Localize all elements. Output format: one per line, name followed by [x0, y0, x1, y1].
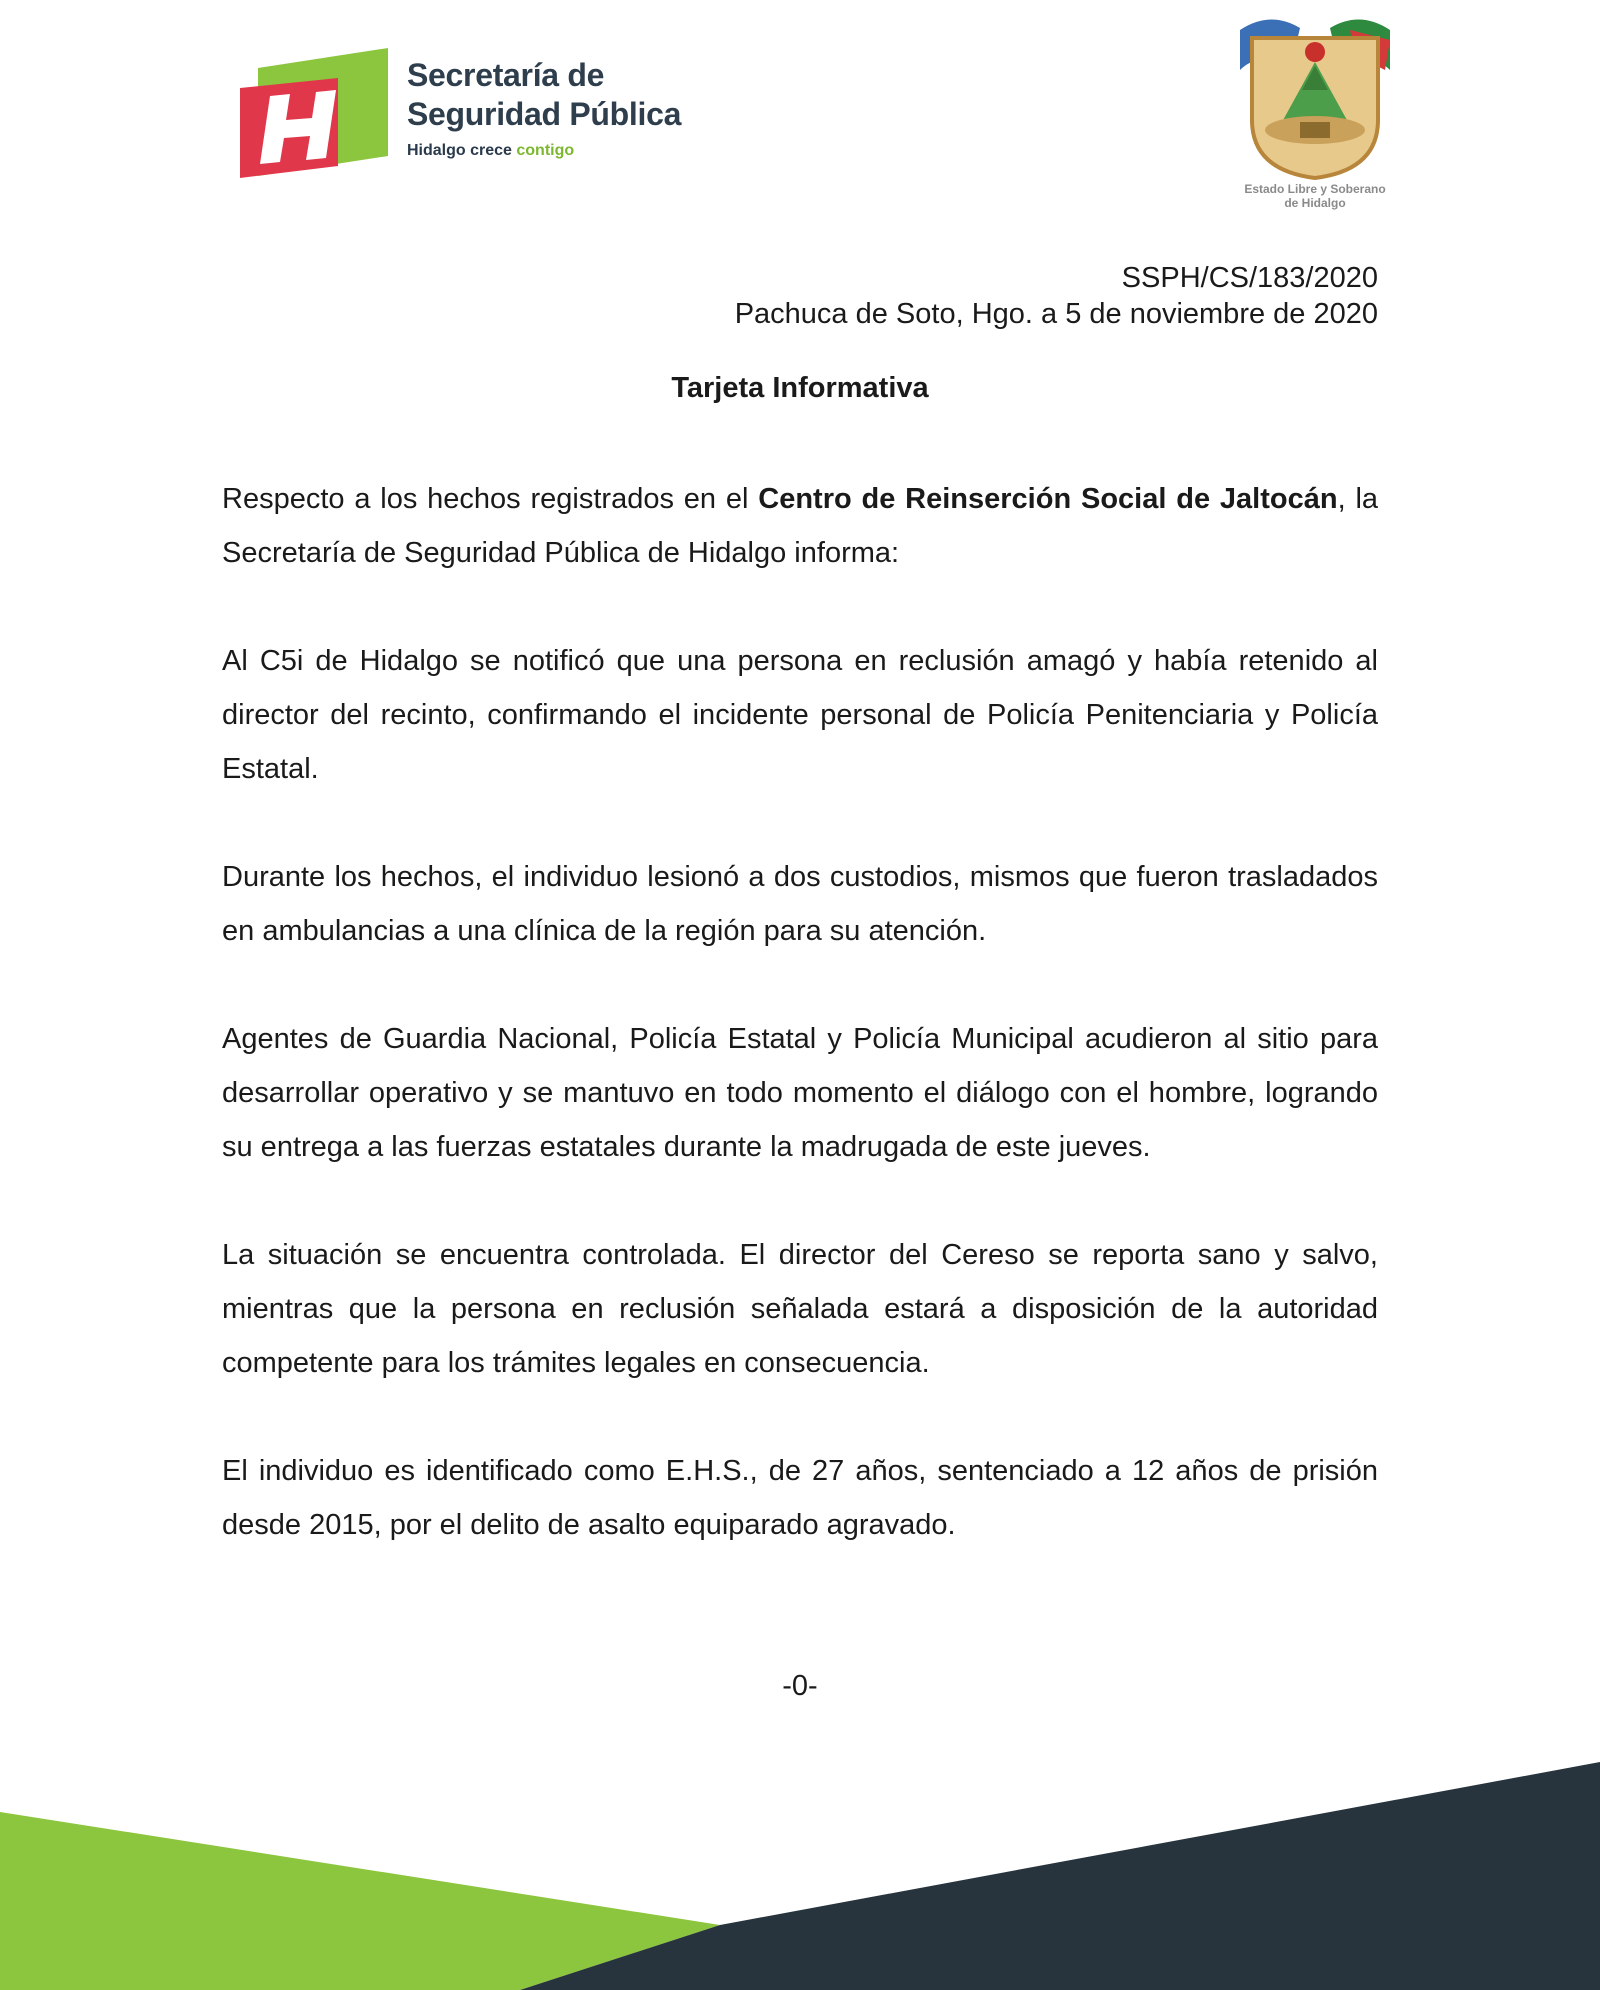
document-body: [222, 472, 1378, 1606]
paragraph-1-rest: , la Secretaría de Seguridad Pública de Hidalgo informa:: [222, 483, 1379, 569]
end-mark: -0-: [782, 1670, 818, 1702]
paragraph-1-facility: Centro de Reinserción Social de Jaltocán: [758, 483, 1338, 515]
paragraph-6: El individuo es identificado como E.H.S., de 27 años, sentenciado a 12 años de prisión desde 2015, por el delito de asalto equiparado agravado.: [222, 1455, 1378, 1541]
org-name-line1: Secretaría de: [407, 57, 605, 93]
paragraph-4: Agentes de Guardia Nacional, Policía Estatal y Policía Municipal acudieron al sitio para desarrollar operativo y se mantuvo en todo momento el diálogo con el hombre, logrando su entrega a las fuerzas estatales durante la madrugada de este jueves.: [222, 1023, 1378, 1163]
tagline-part2: contigo: [516, 142, 575, 159]
paragraph-1: [222, 472, 1378, 580]
org-name-line2: Seguridad Pública: [407, 96, 682, 132]
footer-dark-band: [520, 1762, 1600, 1990]
paragraph-2: Al C5i de Hidalgo se notificó que una persona en reclusión amagó y había retenido al director del recinto, confirmando el incidente personal de Policía Penitenciaria y Policía Estatal.: [222, 645, 1378, 785]
document-reference-block: [735, 260, 1378, 332]
paragraph-1-intro: Respecto a los hechos registrados en el: [222, 483, 759, 515]
reference-number: SSPH/CS/183/2020: [1121, 262, 1378, 294]
place-date: Pachuca de Soto, Hgo. a 5 de noviembre de 2020: [734, 298, 1378, 330]
document-title: Tarjeta Informativa: [671, 372, 929, 404]
footer-green-stripe: [0, 1812, 720, 1990]
coat-of-arms-icon: [1230, 10, 1400, 180]
paragraph-5: La situación se encuentra controlada. El director del Cereso se reporta sano y salvo, mientras que la persona en reclusión señalada estará a disposición de la autoridad competente para los trámites legales en consecuencia.: [222, 1239, 1378, 1379]
hidalgo-h-logo-icon: [240, 48, 388, 178]
tagline-part1: Hidalgo crece: [407, 142, 517, 159]
seal-caption-line2: de Hidalgo: [1284, 196, 1346, 210]
ssp-logo: [240, 48, 720, 178]
tagline: [407, 142, 681, 160]
paragraph-3: Durante los hechos, el individuo lesionó a dos custodios, mismos que fueron trasladados en ambulancias a una clínica de la región para su atención.: [222, 861, 1378, 947]
seal-caption-line1: Estado Libre y Soberano: [1244, 182, 1386, 196]
hidalgo-state-seal: [1230, 10, 1400, 215]
